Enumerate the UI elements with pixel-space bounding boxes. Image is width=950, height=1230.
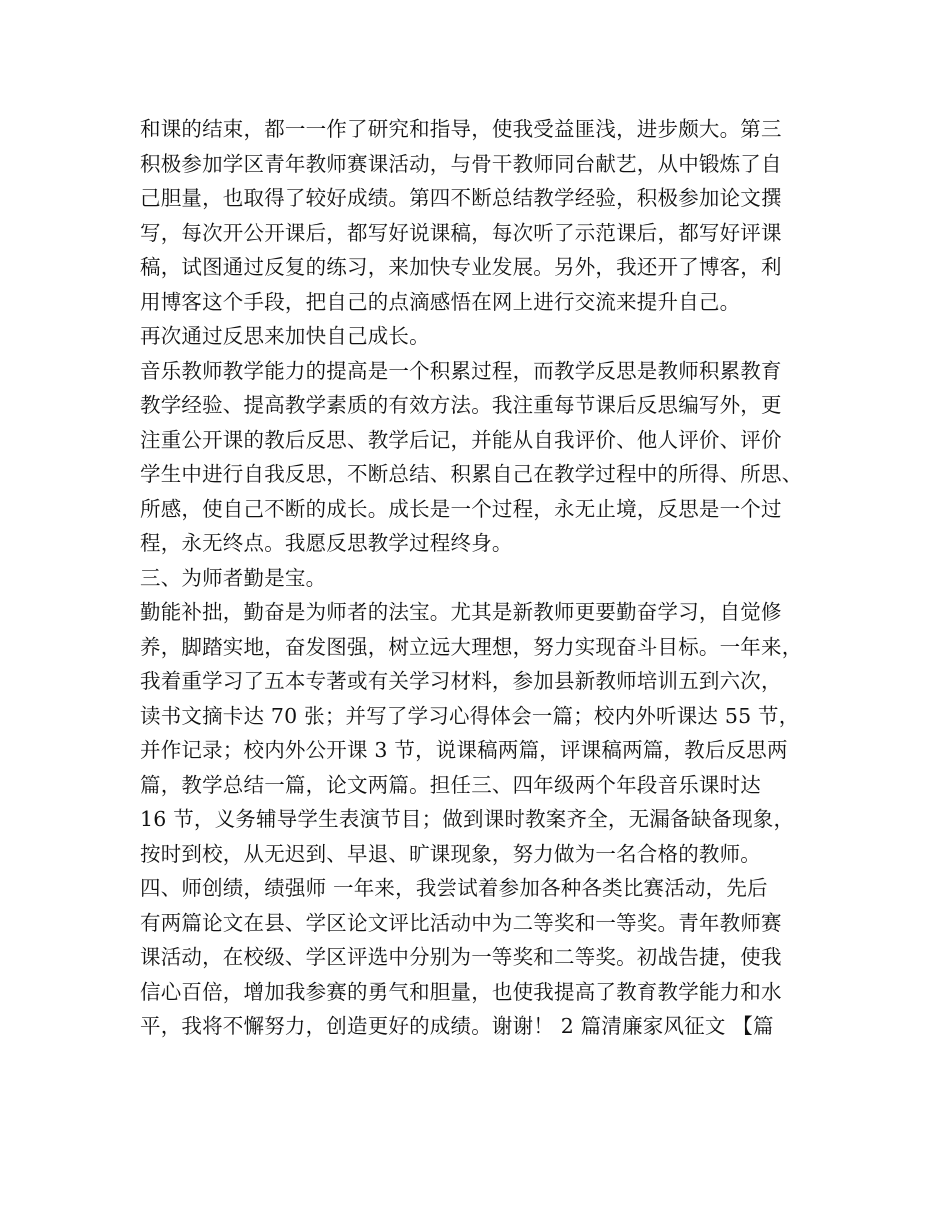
text-line: 积极参加学区青年教师赛课活动，与骨干教师同台献艺，从中锻炼了自 [140, 151, 782, 176]
text-line: 按时到校，从无迟到、早退、旷课现象，努力做为一名合格的教师。 [140, 841, 761, 866]
text-line: 课活动，在校级、学区评选中分别为一等奖和二等奖。初战告捷，使我 [140, 945, 782, 969]
text-line: 勤能补拙，勤奋是为师者的法宝。尤其是新教师更要勤奋学习，自觉修 [140, 600, 782, 624]
text-line: 读书文摘卡达 70 张；并写了学习心得体会一篇；校内外听课达 55 节， [140, 703, 800, 728]
text-line: 和课的结束，都一一作了研究和指导，使我受益匪浅，进步颇大。第三 [140, 117, 782, 141]
text-line: 写，每次开公开课后，都写好说课稿，每次听了示范课后，都写好评课 [140, 220, 782, 245]
text-line: 音乐教师教学能力的提高是一个积累过程，而教学反思是教师积累教育 [140, 358, 782, 383]
text-line: 稿，试图通过反复的练习，来加快专业发展。另外，我还开了博客，利 [140, 255, 782, 279]
text-line: 注重公开课的教后反思、教学后记，并能从自我评价、他人评价、评价 [140, 427, 782, 452]
text-line: 平，我将不懈努力，创造更好的成绩。谢谢！ 2 篇清廉家风征文 【篇 [140, 1014, 774, 1038]
text-line: 所感，使自己不断的成长。成长是一个过程，永无止境，反思是一个过 [140, 496, 782, 521]
text-line: 学生中进行自我反思，不断总结、积累自己在教学过程中的所得、所思、 [140, 462, 803, 486]
text-line: 程，永无终点。我愿反思教学过程终身。 [140, 531, 513, 555]
text-line: 用博客这个手段，把自己的点滴感悟在网上进行交流来提升自己。 [140, 289, 741, 314]
text-line: 养，脚踏实地，奋发图强，树立远大理想，努力实现奋斗目标。一年来， [140, 634, 803, 659]
text-line: 我着重学习了五本专著或有关学习材料，参加县新教师培训五到六次， [140, 669, 782, 693]
text-line: 16 节，义务辅导学生表演节目；做到课时教案齐全，无漏备缺备现象， [140, 807, 795, 831]
text-line: 有两篇论文在县、学区论文评比活动中为二等奖和一等奖。青年教师赛 [140, 910, 782, 935]
text-line: 信心百倍，增加我参赛的勇气和胆量，也使我提高了教育教学能力和水 [140, 979, 782, 1004]
section-heading: 三、为师者勤是宝。 [140, 565, 327, 590]
text-line: 教学经验、提高教学素质的有效方法。我注重每节课后反思编写外，更 [140, 393, 782, 417]
text-line: 并作记录；校内外公开课 3 节，说课稿两篇，评课稿两篇，教后反思两 [140, 738, 788, 762]
section-heading: 再次通过反思来加快自己成长。 [140, 324, 430, 348]
text-line: 篇，教学总结一篇，论文两篇。担任三、四年级两个年段音乐课时达 [140, 772, 761, 797]
section-heading: 四、师创绩，绩强师 一年来，我尝试着参加各种各类比赛活动，先后 [140, 876, 768, 900]
document-body [140, 112, 840, 1044]
text-line: 己胆量，也取得了较好成绩。第四不断总结教学经验，积极参加论文撰 [140, 186, 782, 210]
